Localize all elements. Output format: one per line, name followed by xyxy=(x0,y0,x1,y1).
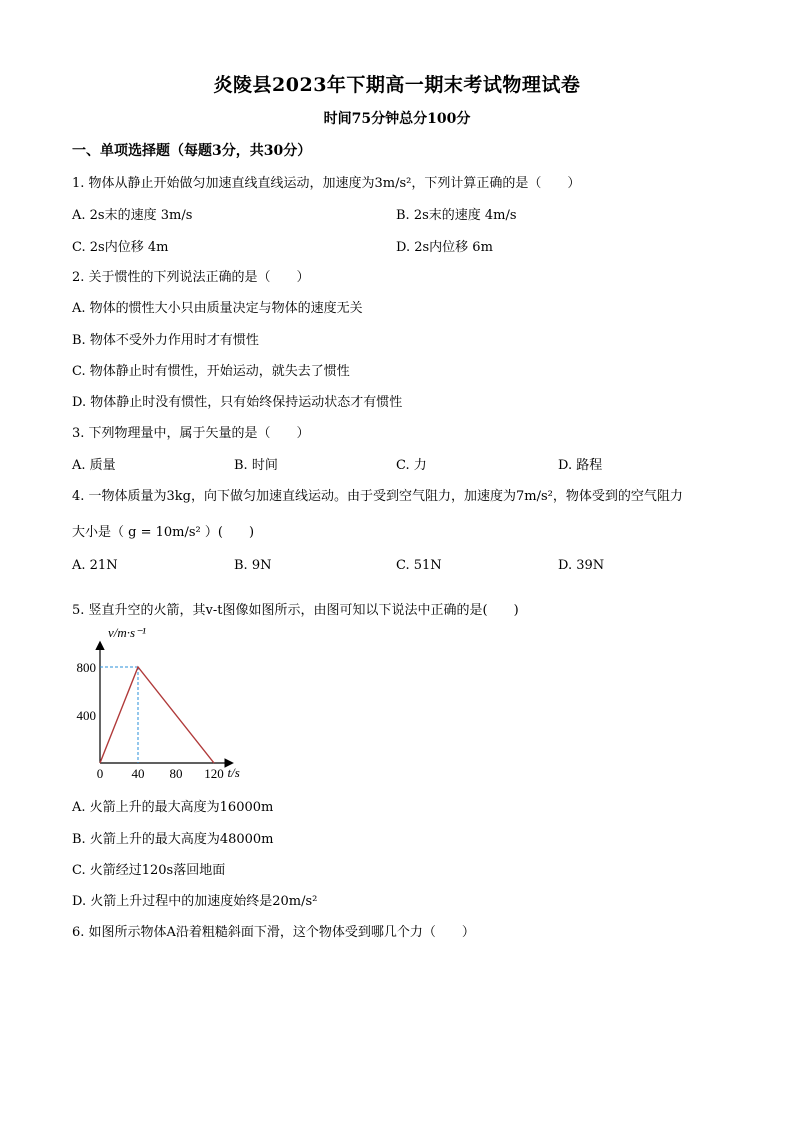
y-axis-label: v/m·s⁻¹ xyxy=(108,625,146,640)
question-1-option-a: A. 2s末的速度 3m/s xyxy=(72,208,193,223)
question-5-stem: 5. 竖直升空的火箭，其v-t图像如图所示，由图可知以下说法中正确的是( ) xyxy=(72,603,519,618)
exam-subtitle: 时间75分钟总分100分 xyxy=(323,111,471,127)
question-4-option-b: B. 9N xyxy=(234,558,272,573)
question-3-stem: 3. 下列物理量中，属于矢量的是（ ） xyxy=(72,426,310,441)
question-4-option-a: A. 21N xyxy=(72,558,118,573)
x-tick-label: 80 xyxy=(169,766,183,781)
vt-graph-series xyxy=(100,667,214,763)
question-5-option-a: A. 火箭上升的最大高度为16000m xyxy=(72,800,274,815)
question-2-option-d: D. 物体静止时没有惯性，只有始终保持运动状态才有惯性 xyxy=(72,395,403,410)
question-3-option-d: D. 路程 xyxy=(558,458,603,473)
x-tick-label: 120 xyxy=(204,766,224,781)
question-4-stem-line2: 大小是（ g = 10m/s² ）( ) xyxy=(72,525,255,540)
question-5-option-b: B. 火箭上升的最大高度为48000m xyxy=(72,832,274,847)
question-1-stem: 1. 物体从静止开始做匀加速直线直线运动，加速度为3m/s²，下列计算正确的是（ ） xyxy=(72,176,581,191)
question-4-option-d: D. 39N xyxy=(558,558,605,573)
vt-graph-axes xyxy=(100,625,240,780)
question-2-option-a: A. 物体的惯性大小只由质量决定与物体的速度无关 xyxy=(72,301,363,316)
x-tick-label: 0 xyxy=(96,766,104,781)
question-3-option-b: B. 时间 xyxy=(234,458,278,473)
question-5-option-d: D. 火箭上升过程中的加速度始终是20m/s² xyxy=(72,894,318,909)
question-1-option-d: D. 2s内位移 6m xyxy=(396,240,493,255)
y-tick-label: 800 xyxy=(76,660,96,675)
question-3-option-a: A. 质量 xyxy=(72,458,116,473)
question-1-option-b: B. 2s末的速度 4m/s xyxy=(396,208,517,223)
question-3-option-c: C. 力 xyxy=(396,458,427,473)
question-5-option-c: C. 火箭经过120s落回地面 xyxy=(72,863,226,878)
x-tick-label: 40 xyxy=(131,766,145,781)
question-2-stem: 2. 关于惯性的下列说法正确的是（ ） xyxy=(72,270,310,285)
question-4-stem-line1: 4. 一物体质量为3kg，向下做匀加速直线运动。由于受到空气阻力，加速度为7m/s²，物体受到的空气阻力 xyxy=(72,489,683,504)
question-4-option-c: C. 51N xyxy=(396,558,442,573)
section-heading: 一、单项选择题（每题3分，共30分） xyxy=(72,143,312,159)
question-1-option-c: C. 2s内位移 4m xyxy=(72,240,169,255)
question-2-option-b: B. 物体不受外力作用时才有惯性 xyxy=(72,333,259,348)
exam-title: 炎陵县2023年下期高一期末考试物理试卷 xyxy=(213,74,581,96)
y-tick-label: 400 xyxy=(76,708,96,723)
question-2-option-c: C. 物体静止时有惯性，开始运动，就失去了惯性 xyxy=(72,364,350,379)
vt-graph xyxy=(68,625,268,785)
x-axis-label: t/s xyxy=(227,765,240,780)
question-6-stem: 6. 如图所示物体A沿着粗糙斜面下滑，这个物体受到哪几个力（ ） xyxy=(72,925,475,940)
velocity-line xyxy=(100,667,214,763)
